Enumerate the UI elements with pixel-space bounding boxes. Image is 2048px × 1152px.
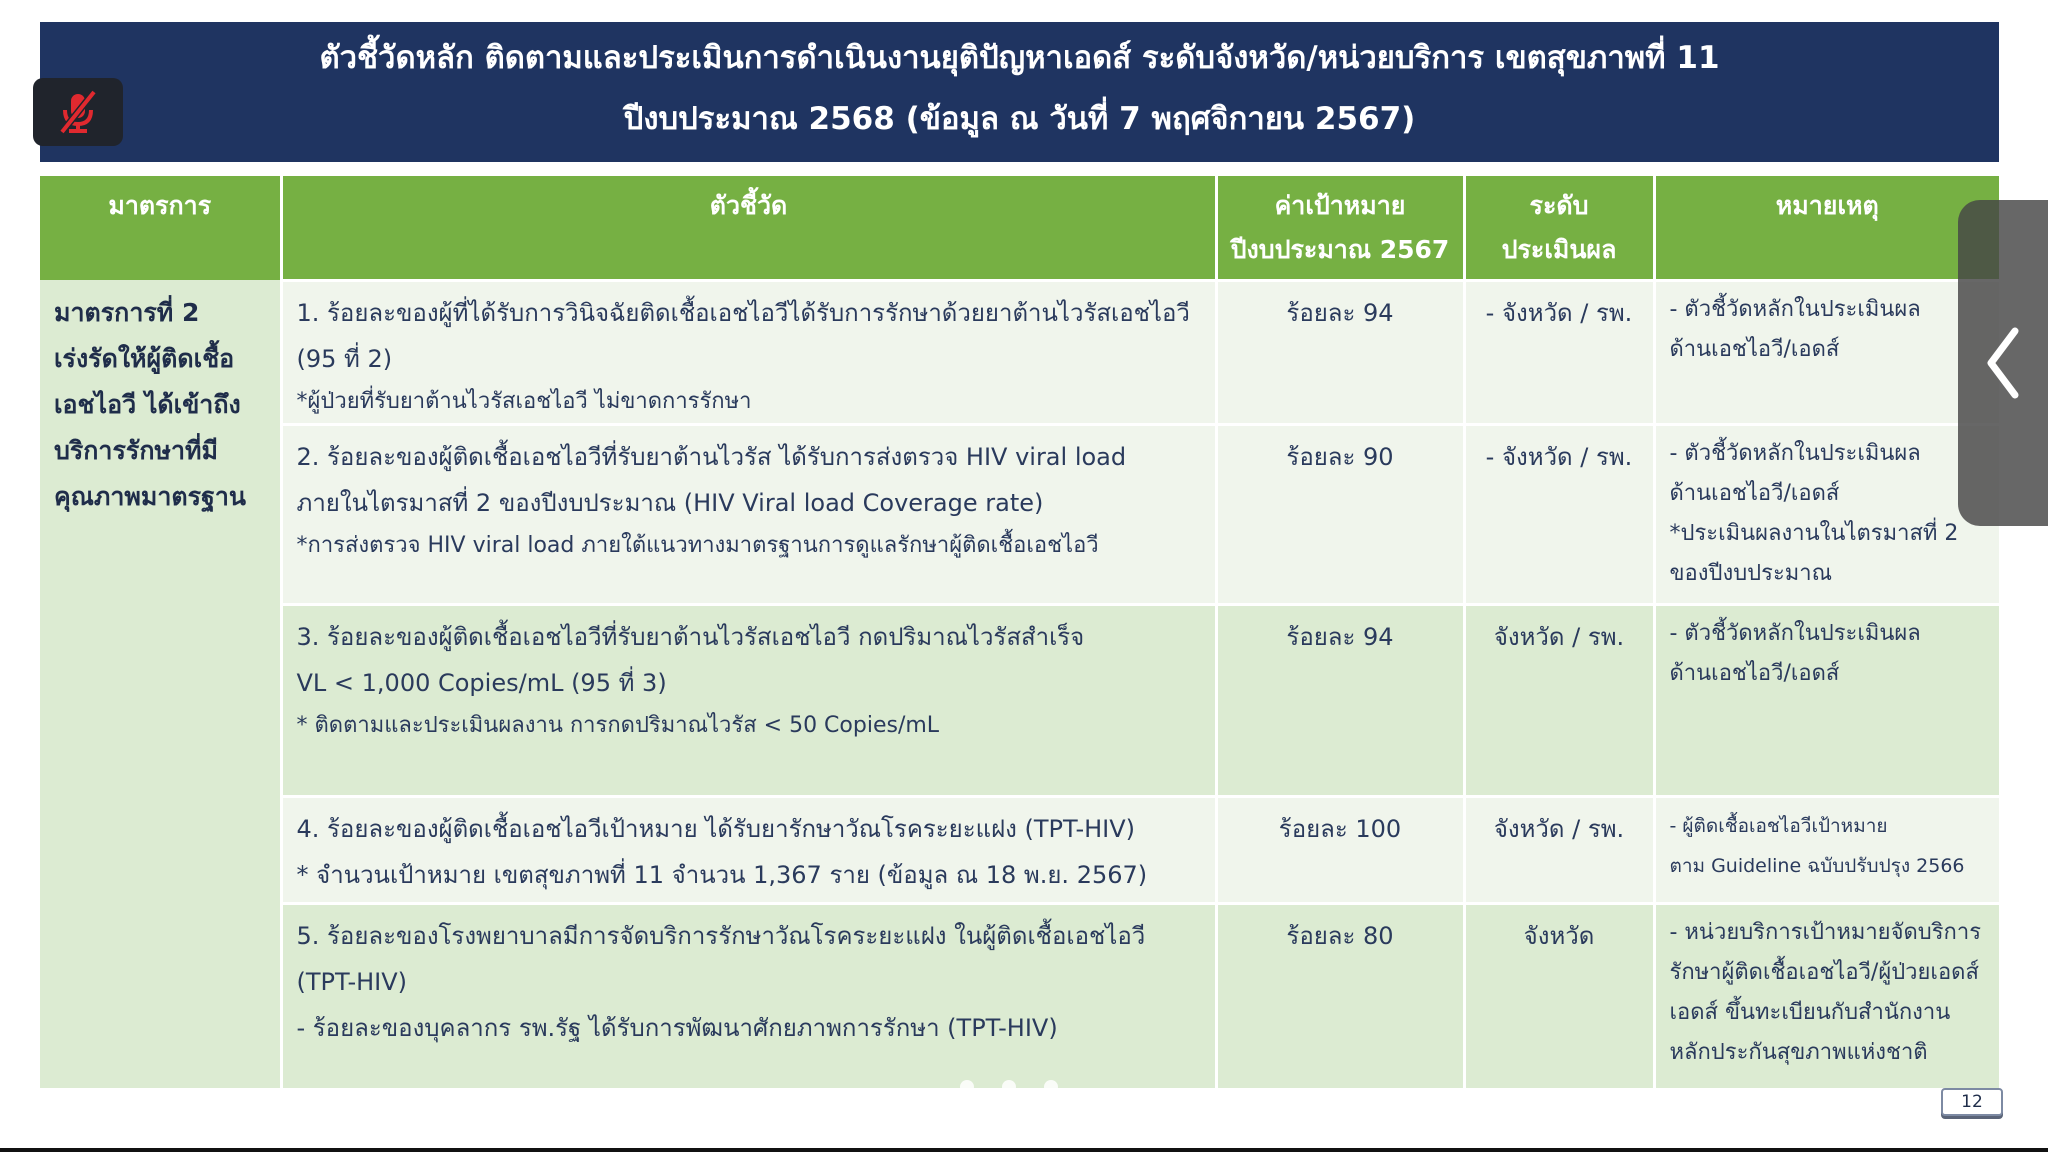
page-title: ตัวชี้วัดหลัก ติดตามและประเมินการดำเนินงานยุติปัญหาเอดส์ ระดับจังหวัด/หน่วยบริการ เขตสุขภาพที่ 11: [319, 40, 1720, 76]
indicator-note: *การส่งตรวจ HIV viral load ภายใต้แนวทางมาตรฐานการดูแลรักษาผู้ติดเชื้อเอชไอวี: [296, 532, 1099, 558]
remark-text: - ผู้ติดเชื้อเอชไอวีเป้าหมาย: [1669, 814, 1888, 837]
remark-text: เอดส์ ขึ้นทะเบียนกับสำนักงาน: [1669, 999, 1951, 1025]
measure-line: คุณภาพมาตรฐาน: [54, 482, 247, 511]
remark-text: ตาม Guideline ฉบับปรับปรุง 2566: [1669, 854, 1965, 877]
chevron-left-icon: [1981, 323, 2025, 403]
remark-text: - ตัวชี้วัดหลักในประเมินผล: [1669, 620, 1921, 646]
measure-line: เอชไอวี ได้เข้าถึง: [54, 390, 241, 419]
table-row: [40, 903, 1999, 1088]
remark-cell: [1654, 796, 1999, 903]
target-cell: ร้อยละ 90: [1216, 424, 1464, 604]
level-cell: จังหวัด / รพ.: [1464, 604, 1654, 796]
remark-text: - หน่วยบริการเป้าหมายจัดบริการ: [1669, 919, 1982, 945]
target-cell: ร้อยละ 80: [1216, 903, 1464, 1088]
target-cell: ร้อยละ 94: [1216, 604, 1464, 796]
target-cell: ร้อยละ 100: [1216, 796, 1464, 903]
table-row: [40, 424, 1999, 604]
indicator-text: * จำนวนเป้าหมาย เขตสุขภาพที่ 11 จำนวน 1,367 ราย (ข้อมูล ณ 18 พ.ย. 2567): [296, 860, 1148, 889]
indicator-text: VL < 1,000 Copies/mL (95 ที่ 3): [296, 668, 667, 697]
remark-cell: [1654, 604, 1999, 796]
previous-slide-tab[interactable]: [1958, 200, 2048, 526]
measure-line: มาตรการที่ 2: [54, 298, 200, 327]
remark-text: ของปีงบประมาณ: [1669, 560, 1833, 586]
indicator-text: 4. ร้อยละของผู้ติดเชื้อเอชไอวีเป้าหมาย ได้รับยารักษาวัณโรคระยะแฝง (TPT-HIV): [296, 814, 1136, 843]
remark-cell: [1654, 424, 1999, 604]
slide-dot[interactable]: [960, 1080, 974, 1094]
column-header-indicator: ตัวชี้วัด: [281, 176, 1216, 280]
measure-line: เร่งรัดให้ผู้ติดเชื้อ: [54, 344, 235, 373]
column-header-remark: หมายเหตุ: [1654, 176, 1999, 280]
remark-cell: [1654, 903, 1999, 1088]
table-header-row: [40, 176, 1999, 280]
level-cell: - จังหวัด / รพ.: [1464, 280, 1654, 424]
column-header-level-line1: ระดับ: [1529, 191, 1589, 220]
measure-cell: [40, 280, 281, 1088]
column-header-target-line2: ปีงบประมาณ 2567: [1230, 235, 1450, 264]
title-banner: [40, 22, 1999, 162]
column-header-level: [1464, 176, 1654, 280]
indicator-text: ภายในไตรมาสที่ 2 ของปีงบประมาณ (HIV Viral load Coverage rate): [296, 488, 1044, 517]
indicator-note: * ติดตามและประเมินผลงาน การกดปริมาณไวรัส < 50 Copies/mL: [296, 712, 940, 738]
remark-text: หลักประกันสุขภาพแห่งชาติ: [1669, 1039, 1928, 1065]
table-row: [40, 604, 1999, 796]
slide-dots: [960, 1080, 1058, 1094]
indicator-cell: [281, 424, 1216, 604]
mute-microphone-button[interactable]: [33, 78, 123, 146]
slide-dot[interactable]: [1044, 1080, 1058, 1094]
indicator-text: - ร้อยละของบุคลากร รพ.รัฐ ได้รับการพัฒนาศักยภาพการรักษา (TPT-HIV): [296, 1013, 1058, 1042]
level-cell: จังหวัด: [1464, 903, 1654, 1088]
remark-text: ด้านเอชไอวี/เอดส์: [1669, 336, 1840, 362]
indicator-text: (TPT-HIV): [296, 967, 408, 996]
remark-cell: [1654, 280, 1999, 424]
target-cell: ร้อยละ 94: [1216, 280, 1464, 424]
microphone-muted-icon: [54, 88, 102, 136]
remark-text: ด้านเอชไอวี/เอดส์: [1669, 480, 1840, 506]
column-header-measure: มาตรการ: [40, 176, 281, 280]
indicator-cell: [281, 280, 1216, 424]
column-header-target: [1216, 176, 1464, 280]
page-subtitle: ปีงบประมาณ 2568 (ข้อมูล ณ วันที่ 7 พฤศจิกายน 2567): [623, 101, 1416, 137]
indicator-note: *ผู้ป่วยที่รับยาต้านไวรัสเอชไอวี ไม่ขาดการรักษา: [296, 388, 752, 414]
remark-text: ด้านเอชไอวี/เอดส์: [1669, 660, 1840, 686]
remark-text: - ตัวชี้วัดหลักในประเมินผล: [1669, 440, 1921, 466]
measure-line: บริการรักษาที่มี: [54, 436, 218, 465]
level-cell: - จังหวัด / รพ.: [1464, 424, 1654, 604]
indicator-text: (95 ที่ 2): [296, 344, 393, 373]
indicator-cell: [281, 604, 1216, 796]
indicator-text: 2. ร้อยละของผู้ติดเชื้อเอชไอวีที่รับยาต้านไวรัส ได้รับการส่งตรวจ HIV viral load: [296, 442, 1127, 471]
indicator-text: 1. ร้อยละของผู้ที่ได้รับการวินิจฉัยติดเชื้อเอชไอวีได้รับการรักษาด้วยยาต้านไวรัสเอชไอวี: [296, 298, 1190, 327]
indicator-text: 5. ร้อยละของโรงพยาบาลมีการจัดบริการรักษาวัณโรคระยะแฝง ในผู้ติดเชื้อเอชไอวี: [296, 921, 1146, 950]
slide-dot[interactable]: [1002, 1080, 1016, 1094]
column-header-level-line2: ประเมินผล: [1501, 235, 1617, 264]
level-cell: จังหวัด / รพ.: [1464, 796, 1654, 903]
remark-text: รักษาผู้ติดเชื้อเอชไอวี/ผู้ป่วยเอดส์: [1669, 959, 1979, 985]
remark-text: - ตัวชี้วัดหลักในประเมินผล: [1669, 296, 1921, 322]
table-row: [40, 280, 1999, 424]
indicator-cell: [281, 796, 1216, 903]
indicator-text: 3. ร้อยละของผู้ติดเชื้อเอชไอวีที่รับยาต้านไวรัสเอชไอวี กดปริมาณไวรัสสำเร็จ: [296, 622, 1085, 651]
table-row: [40, 796, 1999, 903]
page-number-badge: 12: [1941, 1088, 2003, 1116]
column-header-target-line1: ค่าเป้าหมาย: [1274, 191, 1406, 220]
indicator-cell: [281, 903, 1216, 1088]
remark-text: *ประเมินผลงานในไตรมาสที่ 2: [1669, 520, 1959, 546]
indicator-table: [40, 176, 1999, 1088]
